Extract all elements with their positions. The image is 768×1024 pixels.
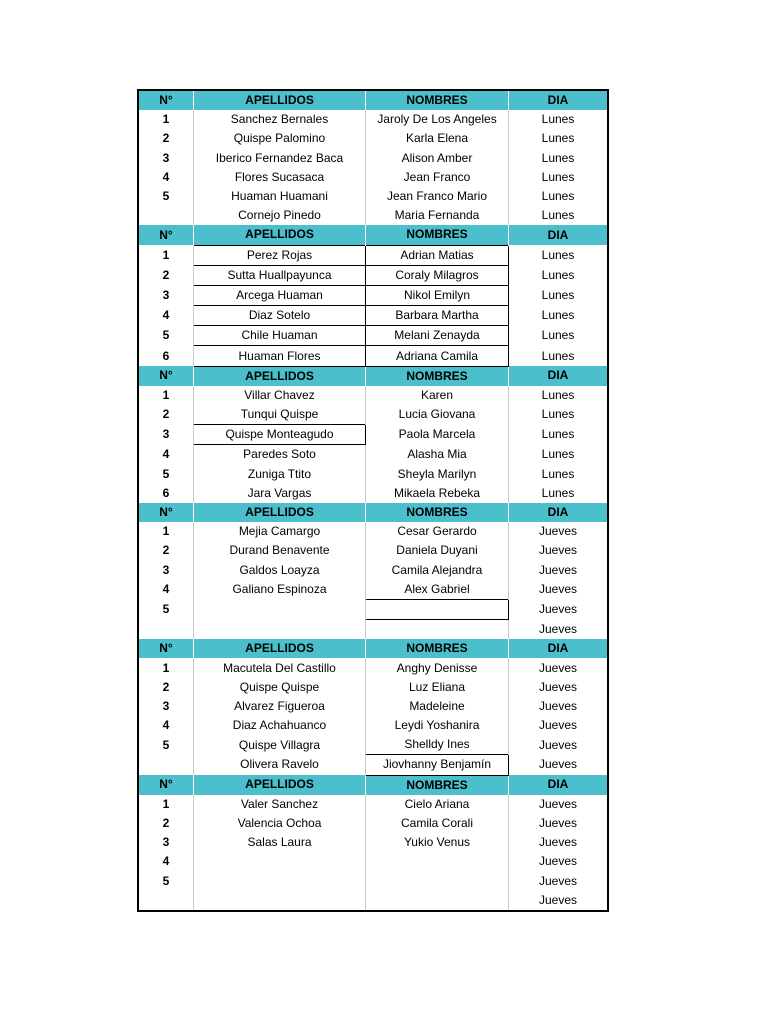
dia-cell: Lunes <box>509 129 609 148</box>
dia-cell: Lunes <box>509 326 609 346</box>
apellidos-cell <box>194 891 366 911</box>
apellidos-cell: Quispe Villagra <box>194 735 366 755</box>
table-header-row <box>138 90 608 110</box>
header-num: N° <box>138 639 194 658</box>
nombres-cell: Jean Franco Mario <box>366 187 509 206</box>
number-cell: 3 <box>138 149 194 168</box>
header-apellidos: APELLIDOS <box>194 639 366 658</box>
apellidos-cell: Zuniga Ttito <box>194 465 366 484</box>
number-cell: 3 <box>138 561 194 580</box>
dia-cell: Jueves <box>509 658 609 677</box>
table-row <box>138 206 608 225</box>
apellidos-cell <box>194 620 366 640</box>
table-row <box>138 110 608 129</box>
header-apellidos: APELLIDOS <box>194 366 366 386</box>
dia-cell: Jueves <box>509 735 609 755</box>
nombres-cell: Barbara Martha <box>366 306 509 326</box>
number-cell: 1 <box>138 522 194 541</box>
table-row <box>138 658 608 677</box>
nombres-cell: Maria Fernanda <box>366 206 509 225</box>
table-header-row <box>138 639 608 658</box>
apellidos-cell: Cornejo Pinedo <box>194 206 366 225</box>
dia-cell: Jueves <box>509 755 609 775</box>
nombres-cell: Luz Eliana <box>366 678 509 697</box>
number-cell: 6 <box>138 346 194 366</box>
table-row <box>138 620 608 640</box>
apellidos-cell: Quispe Quispe <box>194 678 366 697</box>
table-row <box>138 386 608 405</box>
apellidos-cell: Diaz Achahuanco <box>194 716 366 735</box>
apellidos-cell: Olivera Ravelo <box>194 755 366 775</box>
number-cell: 1 <box>138 386 194 405</box>
table-row <box>138 465 608 484</box>
dia-cell: Jueves <box>509 697 609 716</box>
nombres-cell: Karen <box>366 386 509 405</box>
nombres-cell: Camila Corali <box>366 814 509 833</box>
apellidos-cell: Macutela Del Castillo <box>194 658 366 677</box>
number-cell: 1 <box>138 245 194 265</box>
number-cell: 5 <box>138 326 194 346</box>
header-apellidos: APELLIDOS <box>194 503 366 522</box>
table-row <box>138 716 608 735</box>
table-row <box>138 445 608 465</box>
table-row <box>138 735 608 755</box>
student-schedule-table <box>137 89 609 912</box>
dia-cell: Jueves <box>509 522 609 541</box>
number-cell <box>138 206 194 225</box>
apellidos-cell: Sutta Huallpayunca <box>194 265 366 285</box>
apellidos-cell: Flores Sucasaca <box>194 168 366 187</box>
apellidos-cell: Villar Chavez <box>194 386 366 405</box>
apellidos-cell: Tunqui Quispe <box>194 405 366 425</box>
apellidos-cell: Iberico Fernandez Baca <box>194 149 366 168</box>
table-row <box>138 561 608 580</box>
table-row <box>138 484 608 503</box>
apellidos-cell <box>194 852 366 871</box>
nombres-cell: Lucia Giovana <box>366 405 509 425</box>
number-cell: 4 <box>138 306 194 326</box>
dia-cell: Jueves <box>509 833 609 852</box>
table-row <box>138 346 608 366</box>
nombres-cell: Daniela Duyani <box>366 541 509 560</box>
dia-cell: Lunes <box>509 110 609 129</box>
number-cell: 2 <box>138 814 194 833</box>
table-row <box>138 872 608 891</box>
nombres-cell: Coraly Milagros <box>366 265 509 285</box>
dia-cell: Lunes <box>509 484 609 503</box>
table-row <box>138 755 608 775</box>
apellidos-cell: Arcega Huaman <box>194 285 366 305</box>
dia-cell: Lunes <box>509 306 609 326</box>
table-row <box>138 285 608 305</box>
number-cell: 5 <box>138 872 194 891</box>
dia-cell: Jueves <box>509 541 609 560</box>
dia-cell: Lunes <box>509 405 609 425</box>
number-cell: 1 <box>138 795 194 814</box>
dia-cell: Lunes <box>509 187 609 206</box>
dia-cell: Jueves <box>509 795 609 814</box>
header-dia: DIA <box>509 366 609 386</box>
dia-cell: Lunes <box>509 168 609 187</box>
nombres-cell: Jiovhanny Benjamín <box>366 755 509 775</box>
number-cell: 3 <box>138 833 194 852</box>
dia-cell: Lunes <box>509 285 609 305</box>
table-row <box>138 814 608 833</box>
table-row <box>138 326 608 346</box>
apellidos-cell: Sanchez Bernales <box>194 110 366 129</box>
number-cell: 4 <box>138 716 194 735</box>
number-cell: 4 <box>138 168 194 187</box>
apellidos-cell: Perez Rojas <box>194 245 366 265</box>
header-apellidos: APELLIDOS <box>194 90 366 110</box>
table-row <box>138 852 608 871</box>
number-cell <box>138 620 194 640</box>
nombres-cell: Leydi Yoshanira <box>366 716 509 735</box>
header-nombres: NOMBRES <box>366 366 509 386</box>
apellidos-cell: Valencia Ochoa <box>194 814 366 833</box>
apellidos-cell: Paredes Soto <box>194 445 366 465</box>
dia-cell: Jueves <box>509 620 609 640</box>
apellidos-cell <box>194 599 366 619</box>
dia-cell: Jueves <box>509 561 609 580</box>
number-cell <box>138 891 194 911</box>
nombres-cell: Paola Marcela <box>366 425 509 445</box>
dia-cell: Jueves <box>509 852 609 871</box>
nombres-cell <box>366 852 509 871</box>
table-row <box>138 306 608 326</box>
header-nombres: NOMBRES <box>366 90 509 110</box>
dia-cell: Lunes <box>509 386 609 405</box>
table-row <box>138 580 608 600</box>
table-row <box>138 245 608 265</box>
header-dia: DIA <box>509 90 609 110</box>
table-row <box>138 833 608 852</box>
table-row <box>138 697 608 716</box>
table-row <box>138 405 608 425</box>
header-apellidos: APELLIDOS <box>194 775 366 795</box>
table-header-row <box>138 775 608 795</box>
nombres-cell: Jaroly De Los Angeles <box>366 110 509 129</box>
table-row <box>138 265 608 285</box>
table-header-row <box>138 366 608 386</box>
apellidos-cell: Huaman Flores <box>194 346 366 366</box>
apellidos-cell: Valer Sanchez <box>194 795 366 814</box>
apellidos-cell: Galdos Loayza <box>194 561 366 580</box>
dia-cell: Jueves <box>509 599 609 619</box>
table-row <box>138 168 608 187</box>
table-row <box>138 425 608 445</box>
nombres-cell: Shelldy Ines <box>366 735 509 755</box>
apellidos-cell: Diaz Sotelo <box>194 306 366 326</box>
nombres-cell: Adriana Camila <box>366 346 509 366</box>
number-cell: 5 <box>138 187 194 206</box>
header-num: N° <box>138 775 194 795</box>
header-nombres: NOMBRES <box>366 639 509 658</box>
table-row <box>138 599 608 619</box>
number-cell: 3 <box>138 285 194 305</box>
nombres-cell: Mikaela Rebeka <box>366 484 509 503</box>
table-header-row <box>138 503 608 522</box>
table-row <box>138 678 608 697</box>
number-cell: 1 <box>138 110 194 129</box>
table-row <box>138 541 608 560</box>
number-cell: 2 <box>138 678 194 697</box>
nombres-cell: Jean Franco <box>366 168 509 187</box>
apellidos-cell: Durand Benavente <box>194 541 366 560</box>
dia-cell: Lunes <box>509 245 609 265</box>
dia-cell: Lunes <box>509 149 609 168</box>
dia-cell: Lunes <box>509 265 609 285</box>
header-dia: DIA <box>509 639 609 658</box>
dia-cell: Jueves <box>509 814 609 833</box>
nombres-cell <box>366 620 509 640</box>
nombres-cell: Cesar Gerardo <box>366 522 509 541</box>
header-nombres: NOMBRES <box>366 225 509 245</box>
number-cell: 3 <box>138 697 194 716</box>
number-cell: 5 <box>138 599 194 619</box>
apellidos-cell: Chile Huaman <box>194 326 366 346</box>
dia-cell: Lunes <box>509 206 609 225</box>
number-cell: 2 <box>138 405 194 425</box>
nombres-cell <box>366 891 509 911</box>
dia-cell: Lunes <box>509 425 609 445</box>
apellidos-cell: Mejia Camargo <box>194 522 366 541</box>
table-header-row <box>138 225 608 245</box>
header-num: N° <box>138 503 194 522</box>
apellidos-cell: Galiano Espinoza <box>194 580 366 600</box>
nombres-cell <box>366 872 509 891</box>
nombres-cell: Anghy Denisse <box>366 658 509 677</box>
header-num: N° <box>138 366 194 386</box>
nombres-cell: Adrian Matias <box>366 245 509 265</box>
number-cell <box>138 755 194 775</box>
dia-cell: Jueves <box>509 891 609 911</box>
dia-cell: Lunes <box>509 346 609 366</box>
nombres-cell: Sheyla Marilyn <box>366 465 509 484</box>
table-row <box>138 129 608 148</box>
header-dia: DIA <box>509 775 609 795</box>
apellidos-cell: Huaman Huamani <box>194 187 366 206</box>
nombres-cell: Camila Alejandra <box>366 561 509 580</box>
apellidos-cell: Quispe Palomino <box>194 129 366 148</box>
number-cell: 4 <box>138 580 194 600</box>
dia-cell: Jueves <box>509 716 609 735</box>
apellidos-cell: Quispe Monteagudo <box>194 425 366 445</box>
apellidos-cell: Salas Laura <box>194 833 366 852</box>
header-nombres: NOMBRES <box>366 775 509 795</box>
dia-cell: Lunes <box>509 465 609 484</box>
header-num: N° <box>138 90 194 110</box>
table-row <box>138 891 608 911</box>
number-cell: 2 <box>138 265 194 285</box>
table-row <box>138 795 608 814</box>
table-row <box>138 149 608 168</box>
header-nombres: NOMBRES <box>366 503 509 522</box>
number-cell: 2 <box>138 129 194 148</box>
dia-cell: Lunes <box>509 445 609 465</box>
nombres-cell: Cielo Ariana <box>366 795 509 814</box>
apellidos-cell <box>194 872 366 891</box>
number-cell: 6 <box>138 484 194 503</box>
nombres-cell: Melani Zenayda <box>366 326 509 346</box>
apellidos-cell: Jara Vargas <box>194 484 366 503</box>
header-dia: DIA <box>509 503 609 522</box>
nombres-cell: Yukio Venus <box>366 833 509 852</box>
number-cell: 5 <box>138 735 194 755</box>
apellidos-cell: Alvarez Figueroa <box>194 697 366 716</box>
table-row <box>138 187 608 206</box>
header-num: N° <box>138 225 194 245</box>
table-row <box>138 522 608 541</box>
number-cell: 4 <box>138 852 194 871</box>
number-cell: 5 <box>138 465 194 484</box>
number-cell: 1 <box>138 658 194 677</box>
number-cell: 4 <box>138 445 194 465</box>
number-cell: 2 <box>138 541 194 560</box>
nombres-cell: Madeleine <box>366 697 509 716</box>
nombres-cell: Alasha Mia <box>366 445 509 465</box>
header-apellidos: APELLIDOS <box>194 225 366 245</box>
nombres-cell: Karla Elena <box>366 129 509 148</box>
dia-cell: Jueves <box>509 580 609 600</box>
header-dia: DIA <box>509 225 609 245</box>
nombres-cell <box>366 599 509 619</box>
dia-cell: Jueves <box>509 678 609 697</box>
dia-cell: Jueves <box>509 872 609 891</box>
number-cell: 3 <box>138 425 194 445</box>
nombres-cell: Nikol Emilyn <box>366 285 509 305</box>
nombres-cell: Alison Amber <box>366 149 509 168</box>
nombres-cell: Alex Gabriel <box>366 580 509 600</box>
